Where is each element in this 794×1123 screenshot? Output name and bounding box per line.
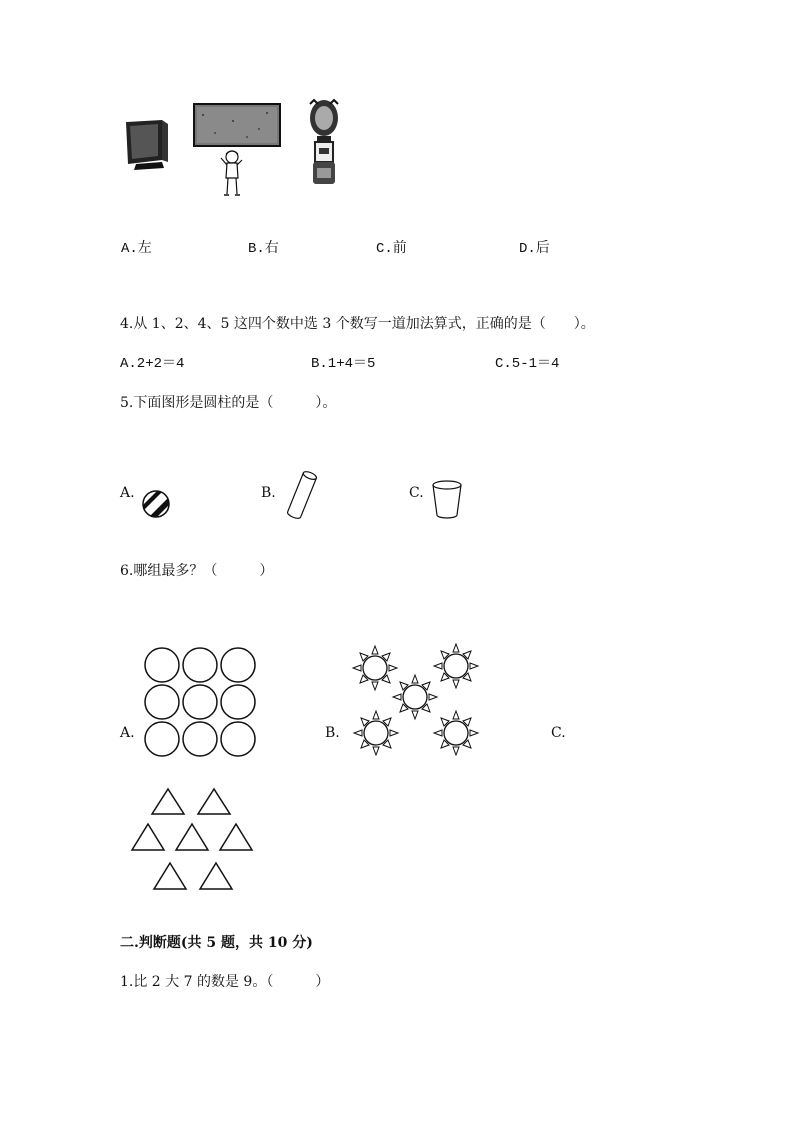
child-icon (218, 148, 246, 200)
q3-option-a[interactable]: A.左 (121, 241, 152, 257)
cup-icon (430, 478, 464, 520)
water-dispenser-icon (306, 98, 342, 186)
monitor-picture (122, 118, 174, 174)
cup-picture (430, 478, 464, 520)
striped-ball-icon (141, 489, 171, 519)
q4-question: 4.从 1、2、4、5 这四个数中选 3 个数写一道加法算式，正确的是（ ）。 (120, 316, 595, 332)
q6-option-b[interactable]: B. (325, 725, 340, 741)
child-picture (218, 148, 246, 200)
triangle-group-icon (130, 786, 256, 892)
q3-option-b[interactable]: B.右 (248, 241, 279, 257)
q6-option-c[interactable]: C. (551, 725, 566, 741)
q6-question: 6.哪组最多？（ ） (120, 563, 274, 579)
triangle-group-picture (130, 786, 256, 892)
sun-group-icon (348, 640, 488, 760)
section-title: 二.判断题(共 5 题，共 10 分) (120, 935, 313, 951)
sun-group-picture (348, 640, 488, 760)
q6-option-a[interactable]: A. (120, 725, 135, 741)
q4-option-c[interactable]: C.5-1＝4 (495, 356, 560, 372)
q4-option-b[interactable]: B.1+4＝5 (311, 356, 376, 372)
q5-question: 5.下面图形是圆柱的是（ ）。 (120, 395, 337, 411)
q5-option-b[interactable]: B. (261, 485, 276, 501)
q5-option-a[interactable]: A. (120, 485, 135, 501)
q5-option-c[interactable]: C. (409, 485, 424, 501)
blackboard-picture (193, 103, 281, 147)
cylinder-picture (282, 469, 322, 521)
cylinder-icon (282, 469, 322, 521)
circle-group-picture (142, 645, 262, 761)
water-dispenser-picture (306, 98, 342, 186)
monitor-icon (122, 118, 174, 174)
circle-group-icon (142, 645, 262, 761)
q3-option-c[interactable]: C.前 (376, 241, 407, 257)
q4-option-a[interactable]: A.2+2＝4 (120, 356, 185, 372)
judgment-q1: 1.比 2 大 7 的数是 9。（ ） (120, 974, 330, 990)
blackboard-icon (193, 103, 281, 147)
q3-option-d[interactable]: D.后 (519, 241, 550, 257)
striped-ball-picture (141, 489, 171, 519)
